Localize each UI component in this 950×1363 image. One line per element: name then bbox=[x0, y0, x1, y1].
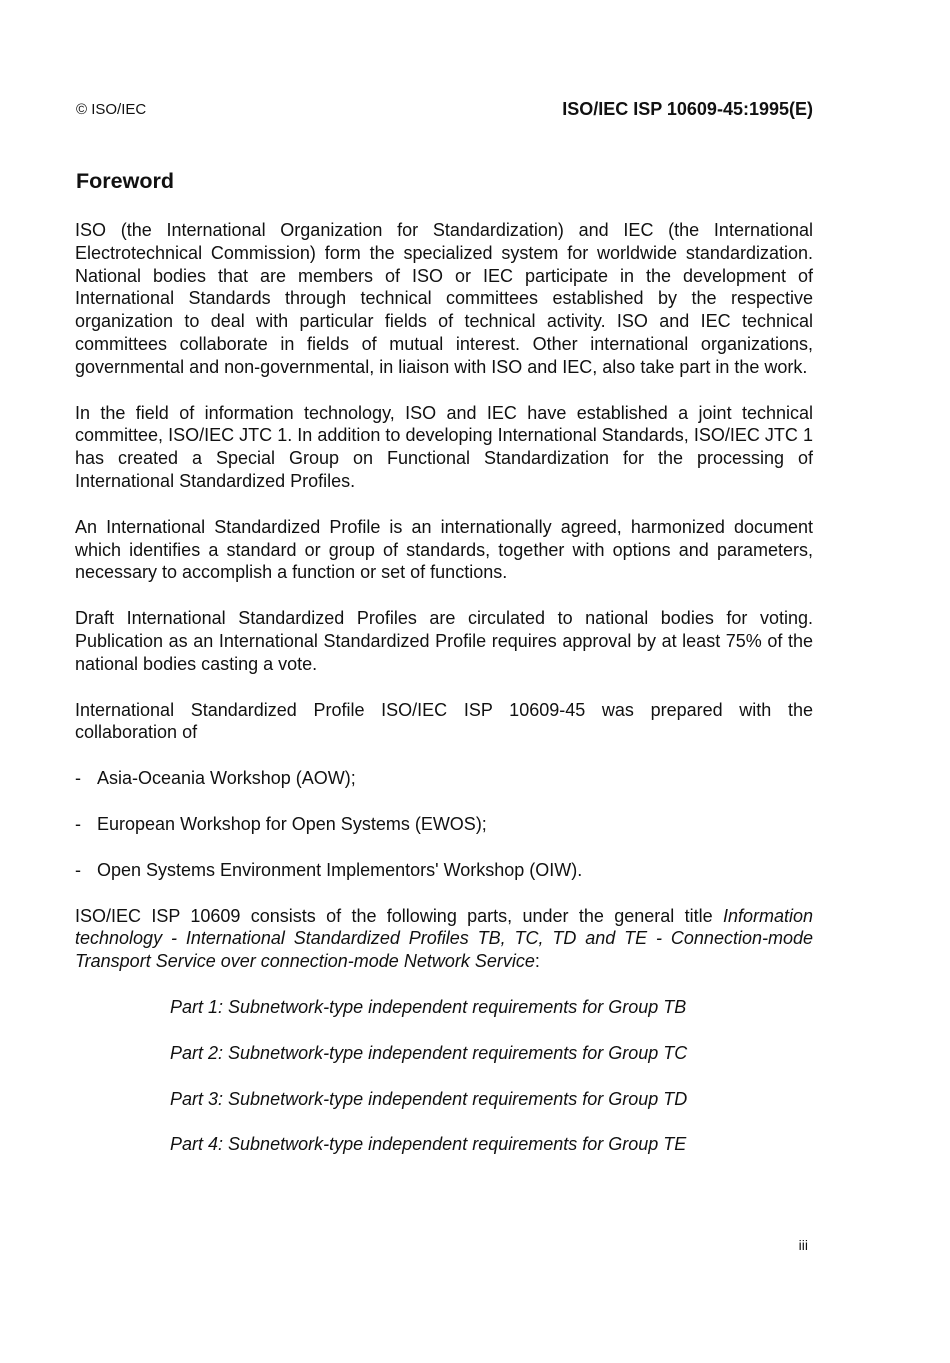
paragraph: International Standardized Profile ISO/IEC ISP 10609-45 was prepared with the collaboration of bbox=[75, 699, 813, 743]
parts-intro-paragraph bbox=[75, 905, 813, 973]
parts-list bbox=[75, 996, 813, 1156]
paragraph: Draft International Standardized Profiles are circulated to national bodies for voting. Publication as an International Standardized Profile requires approval by at least 75% of the national bodies casting a vote. bbox=[75, 608, 813, 674]
workshop-name: European Workshop for Open Systems (EWOS); bbox=[97, 813, 487, 834]
paragraph: In the field of information technology, ISO and IEC have established a joint technical committee, ISO/IEC JTC 1. In addition to developing International Standards, ISO/IEC JTC 1 has created a Special Group on Functional Standardization for the processing of International Standardized Profiles. bbox=[75, 402, 813, 491]
part-item: Part 2: Subnetwork-type independent requirements for Group TC bbox=[170, 1042, 688, 1063]
copyright-notice: © ISO/IEC bbox=[76, 101, 147, 118]
list-dash: - bbox=[75, 859, 81, 880]
parts-intro-suffix: : bbox=[534, 951, 540, 972]
part-item: Part 1: Subnetwork-type independent requirements for Group TB bbox=[170, 996, 687, 1017]
workshop-name: Asia-Oceania Workshop (AOW); bbox=[97, 768, 356, 789]
list-item bbox=[75, 859, 813, 882]
workshop-name: Open Systems Environment Implementors' Workshop (OIW). bbox=[97, 859, 583, 880]
list-item bbox=[75, 767, 813, 790]
paragraph: ISO (the International Organization for Standardization) and IEC (the International Electrotechnical Commission) form the specialized system for worldwide standardization. National bodies that are members of ISO or IEC participate in the development of International Standards through technical committees established by the respective organization to deal with particular fields of technical activity. ISO and IEC technical committees collaborate in fields of mutual interest. Other international organizations, governmental and non-governmental, in liaison with ISO and IEC, also take part in the work. bbox=[75, 220, 813, 377]
paragraph: An International Standardized Profile is an internationally agreed, harmonized document which identifies a standard or group of standards, together with options and parameters, necessary to accomplish a function or set of functions. bbox=[75, 516, 813, 583]
list-dash: - bbox=[75, 813, 81, 834]
part-item: Part 4: Subnetwork-type independent requirements for Group TE bbox=[170, 1134, 687, 1155]
page-number: iii bbox=[798, 1237, 808, 1253]
list-item bbox=[75, 813, 813, 836]
foreword-body bbox=[75, 219, 813, 1179]
parts-intro-prefix: ISO/IEC ISP 10609 consists of the following parts, under the general title bbox=[75, 905, 723, 926]
list-dash: - bbox=[75, 768, 81, 789]
general-title: Information technology - International Standardized Profiles TB, TC, TD and TE - Connection-mode Transport Service over connection-mode Network Service bbox=[75, 905, 813, 972]
workshop-list bbox=[75, 767, 813, 881]
document-identifier: ISO/IEC ISP 10609-45:1995(E) bbox=[562, 99, 813, 119]
page-title: Foreword bbox=[76, 169, 174, 193]
part-item: Part 3: Subnetwork-type independent requirements for Group TD bbox=[170, 1088, 688, 1109]
